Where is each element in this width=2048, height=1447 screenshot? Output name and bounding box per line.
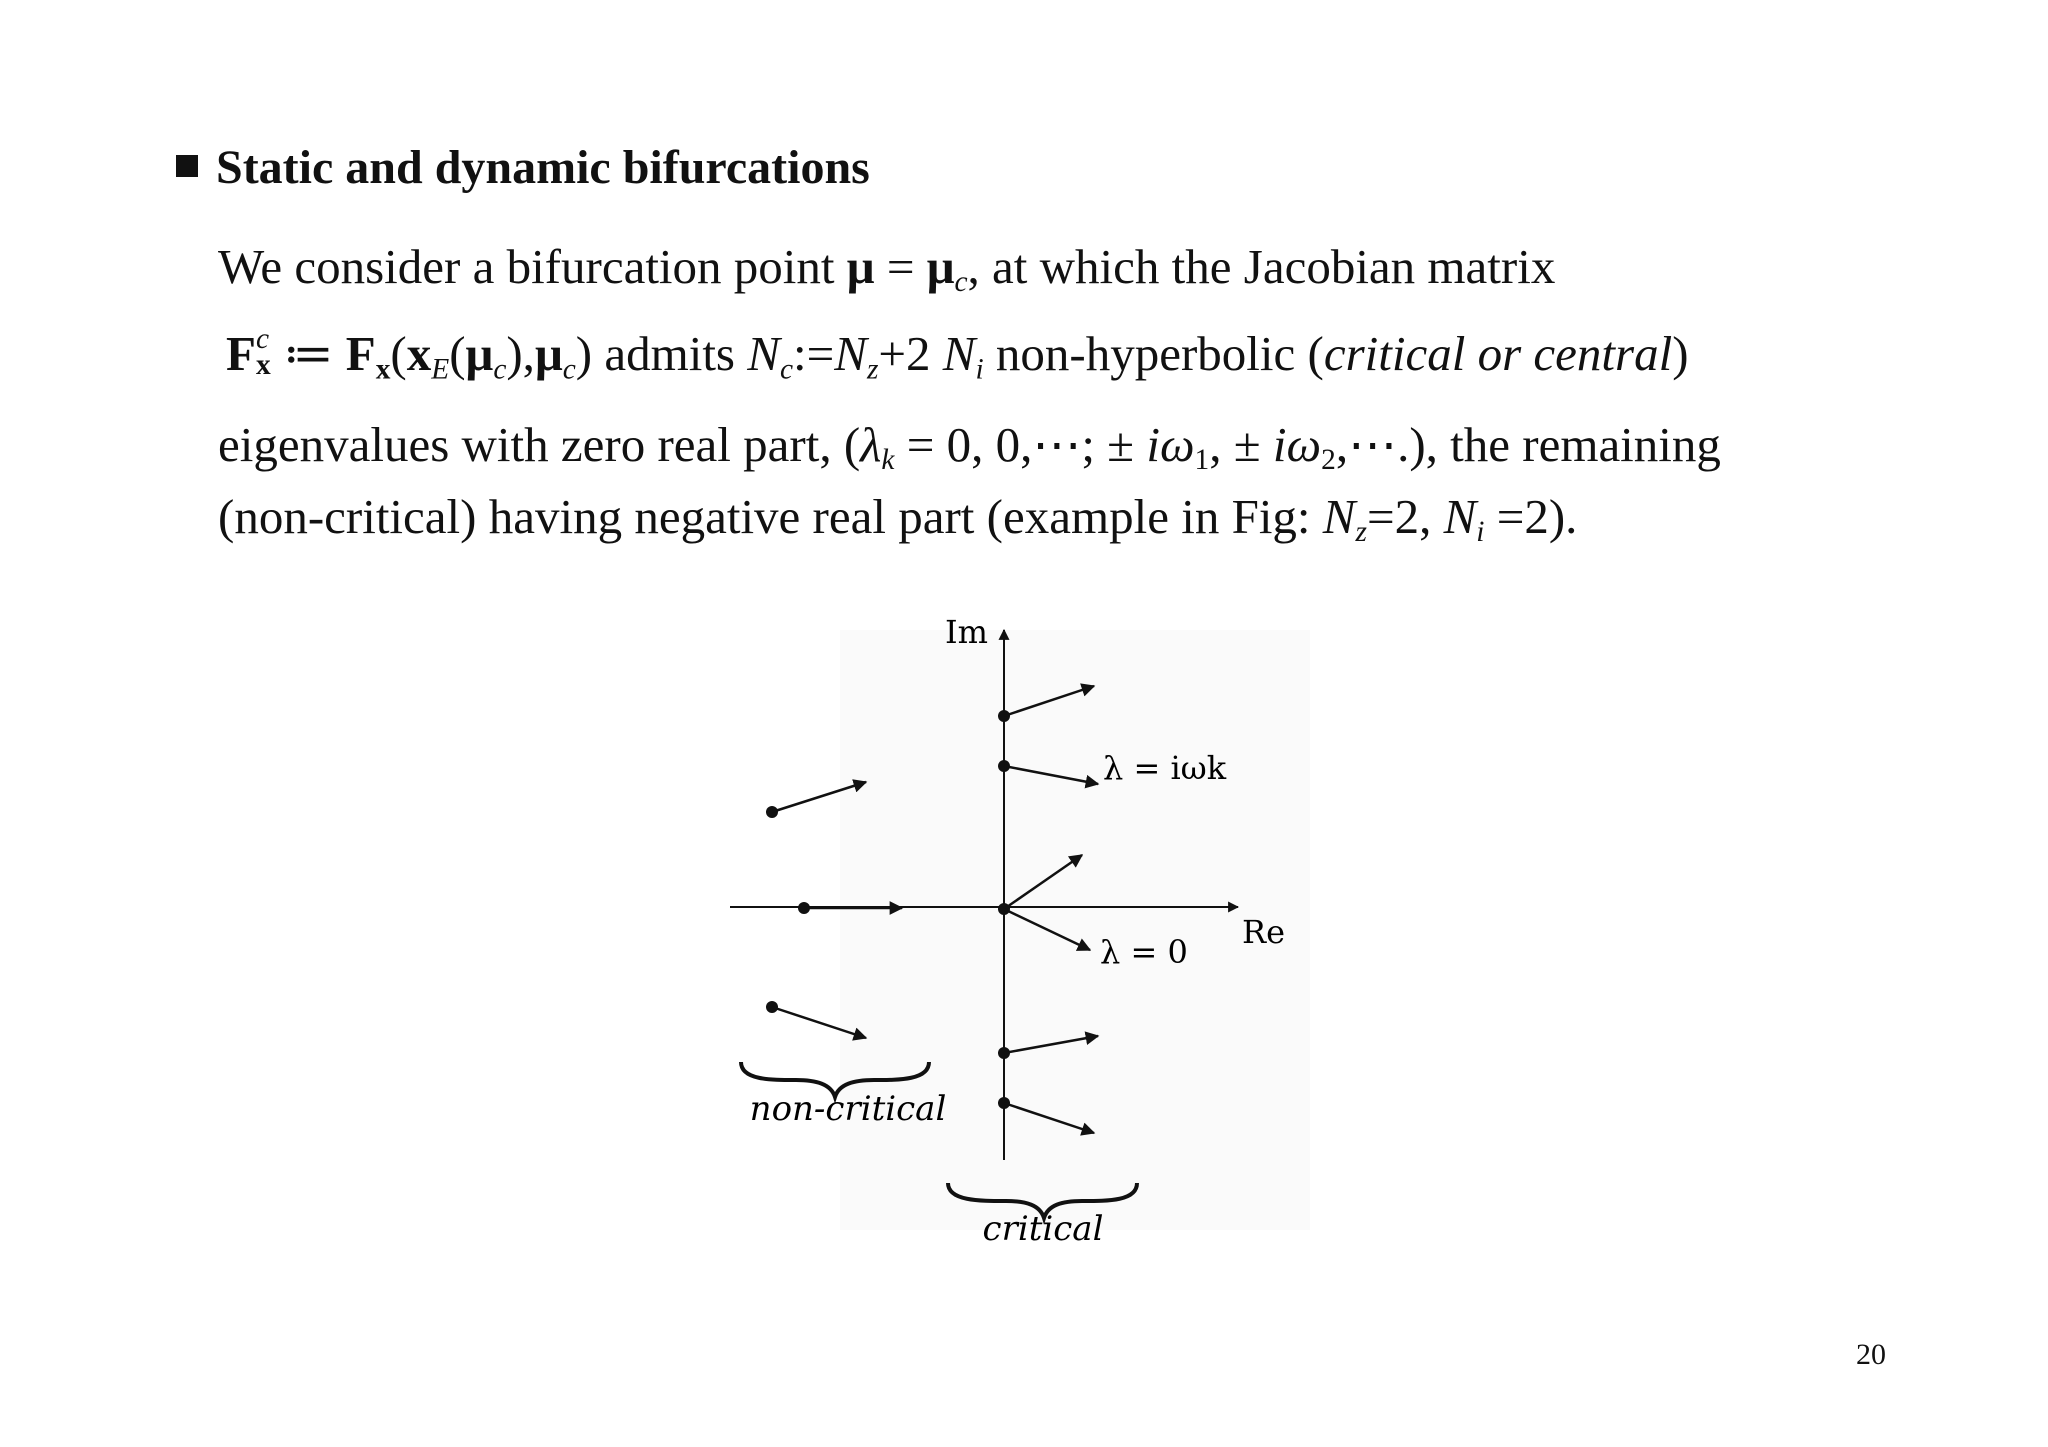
axis-label-im: Im [945, 613, 988, 651]
paragraph-line-4: (non-critical) having negative real part (example in Fig: $N_z=2$, $N_i =2$). [218, 489, 1578, 549]
page-number: 20 [1856, 1338, 1886, 1371]
label-critical: critical [982, 1209, 1104, 1249]
heading-text: Static and dynamic bifurcations [216, 141, 870, 194]
label-non-critical: non-critical [749, 1089, 947, 1129]
figure-background [840, 630, 1310, 1230]
paragraph-line-1: We consider a bifurcation point $\mu = \mu_c$, at which the Jacobian matrix [218, 239, 1556, 299]
paragraph-line-3: eigenvalues with zero real part, ($\lambda_k = 0$, 0,⋯; ± $i\omega_1$, ± $i\omega_2,\cdots$.), the remaining [218, 417, 1721, 477]
paragraph-line-2: Fc x ≔ $F_x(x_E(\mu_c),\mu_c)$ admits $N_c:=N_z+2$ $N_i$ non-hyperbolic (critical or central) [226, 323, 1689, 386]
label-lambda-zero: λ = 0 [1100, 933, 1188, 971]
label-lambda-iwk: λ = iωk [1103, 749, 1227, 787]
axis-label-re: Re [1242, 913, 1286, 951]
